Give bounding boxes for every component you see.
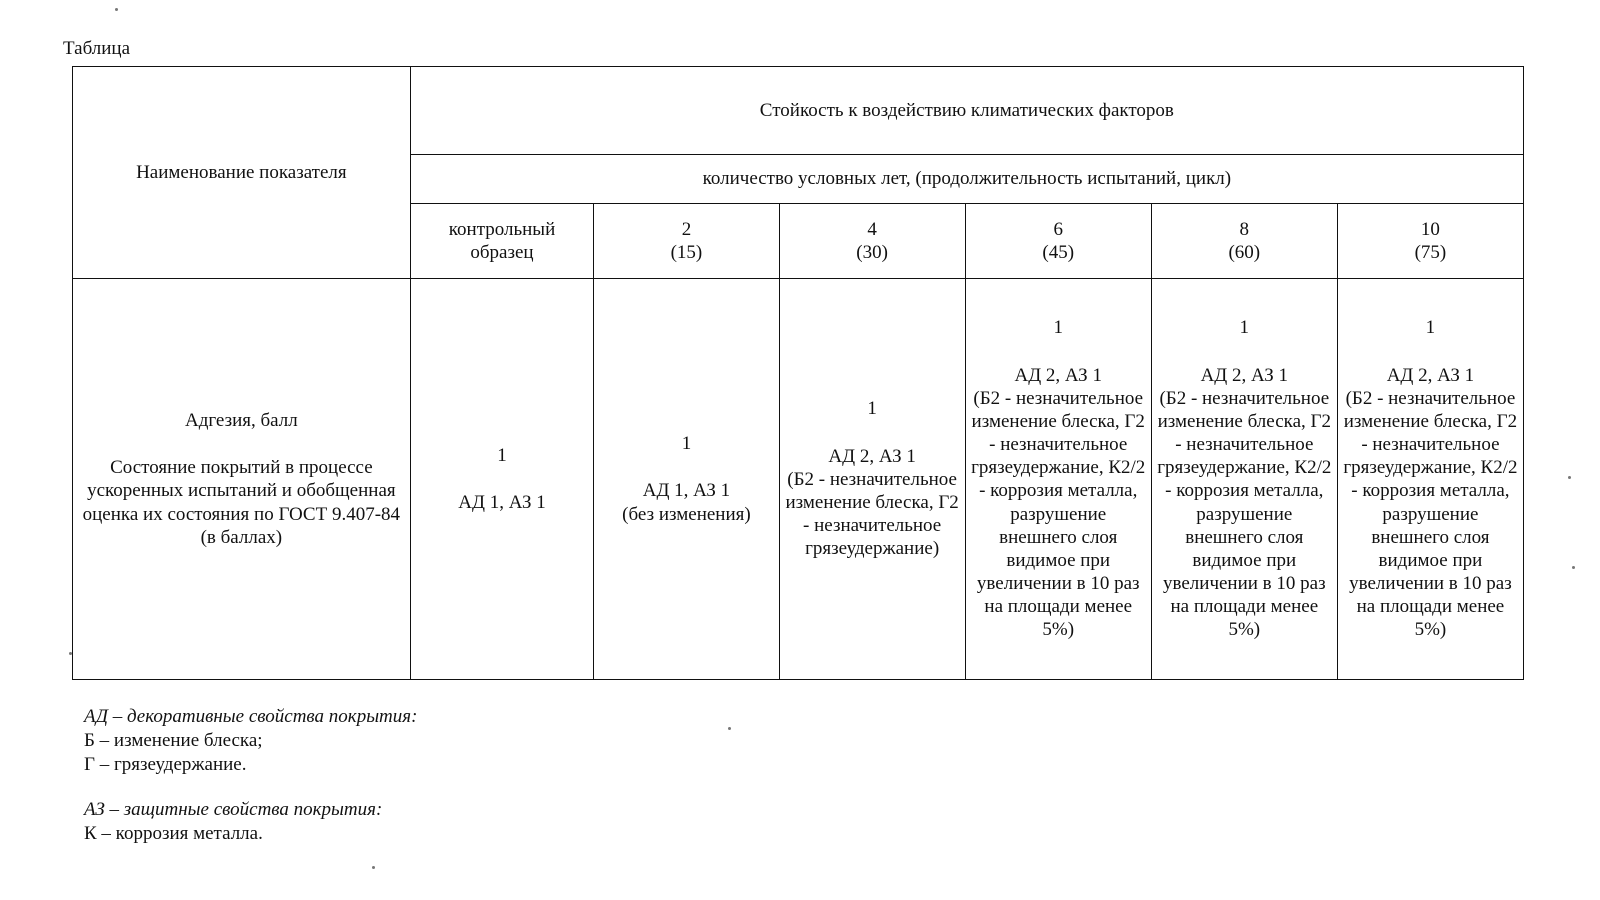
condition-rating: АД 2, АЗ 1 — [1014, 364, 1102, 386]
condition-rating: АД 1, АЗ 1 — [458, 492, 546, 513]
legend — [84, 705, 417, 846]
column-header-line2: образец — [470, 242, 534, 263]
column-header-6-years — [965, 204, 1151, 279]
values-cell-2-years — [594, 279, 779, 680]
scan-speck — [69, 652, 72, 655]
data-row — [73, 279, 1524, 680]
condition-rating: АД 2, АЗ 1 — [828, 445, 916, 467]
column-header-line2: (15) — [670, 242, 703, 263]
column-header-line2: (75) — [1414, 242, 1447, 263]
values-cell-control — [410, 279, 594, 680]
condition-note: (Б2 - незначительное изменение блеска, Г2 - незначительное грязеудержание, К2/2 - коррозия металла, разрушение внешнего слоя видимое при увеличении в 10 раз на площади менее 5%) — [971, 387, 1146, 641]
column-header-line1: 6 — [1053, 218, 1063, 240]
scan-speck — [372, 866, 375, 869]
subgroup-header: количество условных лет, (продолжительность испытаний, цикл) — [410, 155, 1523, 204]
adhesion-label: Адгезия, балл — [184, 410, 298, 432]
adhesion-value: 1 — [497, 444, 507, 466]
column-header-line2: (60) — [1228, 242, 1261, 263]
climatic-resistance-table — [72, 66, 1524, 680]
column-header-line1: 2 — [681, 218, 692, 240]
condition-note: (Б2 - незначительное изменение блеска, Г2 - незначительное грязеудержание, К2/2 - коррозия металла, разрушение внешнего слоя видимое при увеличении в 10 раз на площади менее 5%) — [1343, 387, 1518, 641]
indicator-name-header: Наименование показателя — [73, 67, 411, 279]
adhesion-value: 1 — [681, 433, 692, 455]
values-cell-6-years — [965, 279, 1151, 680]
column-header-2-years — [594, 204, 779, 279]
adhesion-value: 1 — [1239, 317, 1250, 339]
condition-note: (Б2 - незначительное изменение блеска, Г2 - незначительное грязеудержание, К2/2 - коррозия металла, разрушение внешнего слоя видимое при увеличении в 10 раз на площади менее 5%) — [1157, 387, 1332, 641]
scan-speck — [728, 727, 731, 730]
column-header-8-years — [1151, 204, 1337, 279]
condition-note: (без изменения) — [622, 503, 751, 525]
legend-az-title: АЗ – защитные свойства покрытия: — [84, 799, 383, 821]
scan-speck — [1568, 476, 1571, 479]
column-header-4-years — [779, 204, 965, 279]
legend-b-item: Б – изменение блеска; — [84, 729, 263, 751]
condition-rating: АД 2, АЗ 1 — [1386, 364, 1475, 386]
column-header-line2: (45) — [1042, 242, 1075, 263]
values-cell-8-years — [1151, 279, 1337, 680]
legend-ad-title: АД – декоративные свойства покрытия: — [84, 706, 418, 727]
scan-speck — [1572, 566, 1575, 569]
values-cell-10-years — [1337, 279, 1523, 680]
legend-k-item: К – коррозия металла. — [84, 823, 263, 844]
values-cell-4-years — [779, 279, 965, 680]
header-row-1 — [73, 67, 1524, 155]
column-header-control — [410, 204, 594, 279]
condition-rating: АД 2, АЗ 1 — [1200, 364, 1289, 386]
scan-speck — [115, 8, 118, 11]
condition-label: Состояние покрытий в процессе ускоренных испытаний и обобщенная оценка их состояния по ГОСТ 9.407-84 (в баллах) — [82, 457, 401, 548]
adhesion-value: 1 — [1053, 317, 1063, 339]
column-header-line1: 4 — [867, 218, 877, 240]
column-header-line1: контрольный — [448, 218, 556, 240]
column-header-10-years — [1337, 204, 1523, 279]
condition-note: (Б2 - незначительное изменение блеска, Г2 - незначительное грязеудержание) — [785, 468, 959, 560]
indicator-names-cell — [73, 279, 411, 680]
table-caption: Таблица — [63, 38, 131, 59]
column-header-line1: 10 — [1420, 218, 1440, 240]
column-header-line2: (30) — [856, 242, 888, 263]
condition-rating: АД 1, АЗ 1 — [642, 480, 731, 502]
adhesion-value: 1 — [867, 398, 877, 420]
group-header: Стойкость к воздействию климатических факторов — [410, 67, 1523, 155]
adhesion-value: 1 — [1425, 317, 1436, 339]
legend-g-item: Г – грязеудержание. — [84, 753, 247, 775]
column-header-line1: 8 — [1239, 218, 1250, 240]
